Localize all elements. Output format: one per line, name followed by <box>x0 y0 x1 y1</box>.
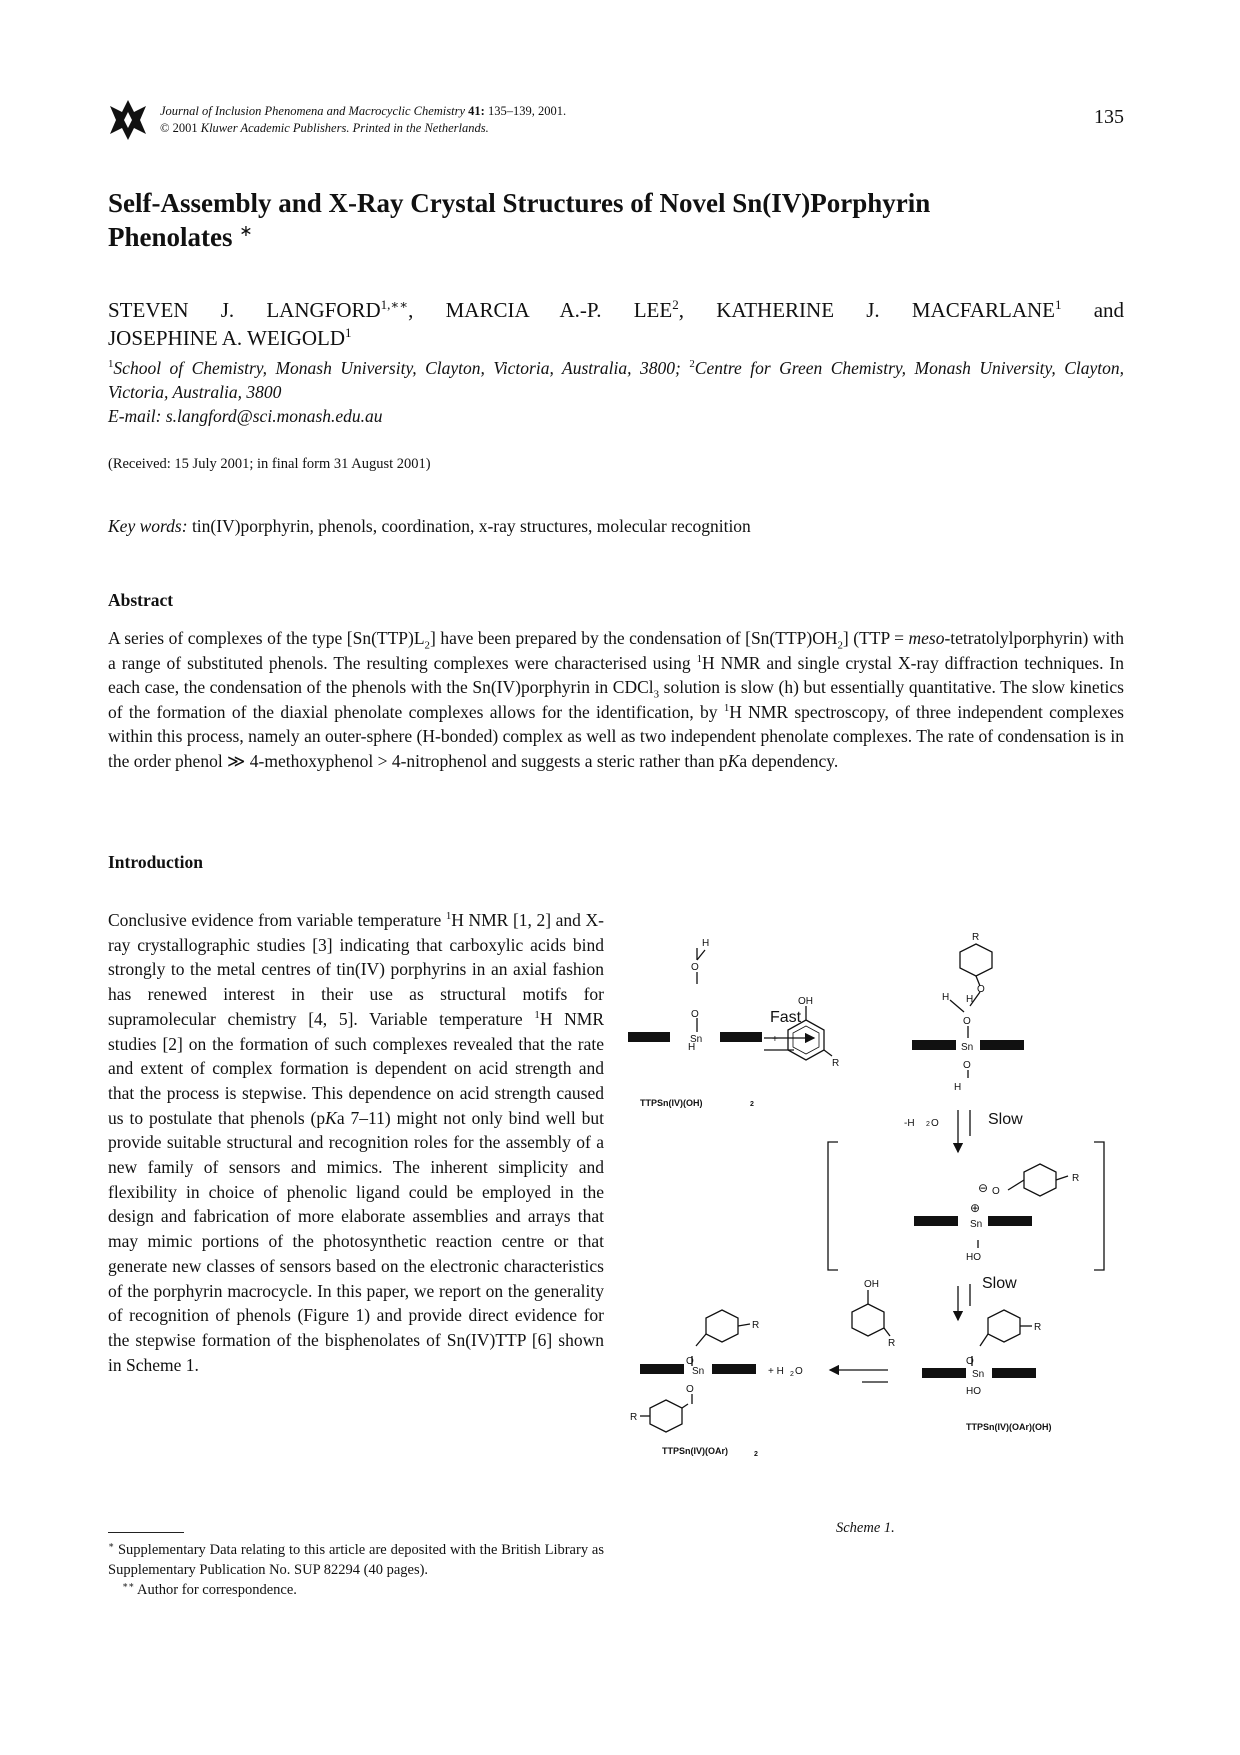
atom-label: Sn <box>961 1042 974 1053</box>
subscript: 2 <box>926 1121 930 1128</box>
publisher-logo-icon <box>108 98 148 142</box>
author-name: STEVEN J. LANGFORD <box>108 298 381 322</box>
atom-label: Sn <box>970 1219 983 1230</box>
superscript: 1 <box>723 701 730 714</box>
atom-label: O <box>963 1060 971 1071</box>
intro-text-part: Conclusive evidence from variable temperature <box>108 910 446 930</box>
journal-citation <box>160 104 566 119</box>
author-affiliation-mark: 2 <box>672 297 679 312</box>
author-affiliation-mark: 1,∗∗ <box>380 297 409 312</box>
abstract-text-part: H NMR and single crystal X-ray diffraction techniques. In each case, the condensation of the phenols with the Sn(IV)porphyrin in CDCl <box>108 652 1124 698</box>
keywords-text: tin(IV)porphyrin, phenols, coordination, x-ray structures, molecular recognition <box>191 516 751 536</box>
abstract-text-part: ] have been prepared by the condensation of [Sn(TTP)OH <box>429 628 838 648</box>
compound-label-end: TTPSn(IV)(OAr) <box>662 1446 728 1456</box>
affiliation-mark: 2 <box>689 358 695 371</box>
subscript: 3 <box>653 688 660 701</box>
atom-label: H <box>702 938 710 949</box>
affiliation-mark: 1 <box>108 358 114 371</box>
intro-italic: K <box>325 1107 337 1128</box>
subscript: 2 <box>754 1451 758 1458</box>
paper-title <box>108 186 1108 254</box>
negative-charge-icon: ⊖ <box>978 1181 989 1195</box>
superscript: 1 <box>445 910 452 923</box>
author-name: JOSEPHINE A. WEIGOLD <box>108 326 346 350</box>
positive-charge-icon: ⊕ <box>970 1201 981 1215</box>
atom-label: O <box>992 1186 1000 1197</box>
atom-label: O <box>686 1356 694 1367</box>
atom-label: H <box>954 1082 962 1093</box>
atom-label: H <box>688 1042 696 1053</box>
atom-label: HO <box>966 1386 981 1397</box>
keywords <box>108 516 751 537</box>
atom-label: O <box>686 1384 694 1395</box>
atom-label: O <box>691 1009 699 1020</box>
substituent-label: R <box>630 1412 638 1423</box>
copyright-year: © 2001 <box>160 121 198 135</box>
atom-label: Sn <box>690 1034 703 1045</box>
author-conjunction: and <box>1093 298 1125 322</box>
title-line-1: Self-Assembly and X-Ray Crystal Structures of Novel Sn(IV)Porphyrin <box>108 188 931 218</box>
abstract-text-part: -tetratolylporphyrin) with a range of substituted phenols. The resulting complexes were characterised using <box>108 628 1124 673</box>
affiliation-1: School of Chemistry, Monash University, Clayton, Victoria, Australia, 3800; <box>113 358 681 378</box>
atom-label: OH <box>864 1279 879 1290</box>
journal-volume: 41: <box>468 104 485 118</box>
intro-text-part: H NMR [1, 2] and X-ray crystallographic studies [3] indicating that carboxylic acids bind strongly to the metal centres of tin(IV) porphyrins in an axial fashion has renewed interest in their use as structural motifs for supramolecular chemistry [4, 5]. Variable temperature <box>108 910 604 1029</box>
footnote-text: Supplementary Data relating to this article are deposited with the British Library as Supplementary Publication No. SUP 82294 (40 pages). <box>108 1542 605 1578</box>
publisher-name: Kluwer Academic Publishers. <box>200 121 350 135</box>
water-loss-label: -H <box>904 1118 915 1129</box>
author-affiliation-mark: 1 <box>1054 297 1062 312</box>
page-number: 135 <box>1094 106 1124 128</box>
subscript: 2 <box>790 1371 794 1378</box>
title-line-2: Phenolates <box>108 222 233 252</box>
intro-text-part: a 7–11) might not only bind well but provide suitable structural and recognition roles for the assembly of a new family of sensors and mimics. The inherent simplicity and flexibility in choice of phenolic ligand could be employed in the design and fabrication of more elaborate assemblies and arrays that may mimic portions of the photosynthetic reaction centre or that generate new classes of sensors based on the electronic characteristics of the porphyrin macrocycle. In this paper, we report on the generality of recognition of phenols (Figure 1) and provide direct evidence for the stepwise formation of the bisphenolates of Sn(IV)TTP [6] shown in Scheme 1. <box>108 1107 604 1375</box>
author-name: MARCIA A.-P. LEE <box>445 298 673 322</box>
atom-label: O <box>963 1016 971 1027</box>
abstract-heading: Abstract <box>108 590 174 610</box>
substituent-label: R <box>1072 1173 1080 1184</box>
compound-label-start: TTPSn(IV)(OH) <box>640 1098 703 1108</box>
journal-pages: 135–139, 2001. <box>487 104 567 118</box>
abstract-text-part: A series of complexes of the type [Sn(TTP)L <box>108 628 425 648</box>
abstract-italic: meso <box>908 628 945 648</box>
author-list: STEVEN J. $LANGFORD^{1,∗∗}$, MARCIA A.-P. LEE$^2$, KATHERINE J. MACFARLANE$^1$ and <box>108 297 1125 322</box>
substituent-label: R <box>1034 1322 1042 1333</box>
atom-label: H <box>966 994 974 1005</box>
subscript: 2 <box>424 639 430 652</box>
keywords-label: Key words: <box>108 516 188 536</box>
subscript: 2 <box>837 639 843 652</box>
scheme-caption: Scheme 1. <box>836 1520 895 1536</box>
footnote-2 <box>108 1580 604 1600</box>
introduction-heading: Introduction <box>108 852 203 872</box>
author-name: KATHERINE J. MACFARLANE <box>716 298 1055 322</box>
substituent-label: R <box>888 1338 896 1349</box>
footnote-1 <box>108 1540 604 1580</box>
atom-label: O <box>966 1356 974 1367</box>
abstract-text-part: ] (TTP = <box>842 628 909 648</box>
water-loss-label: O <box>931 1118 939 1129</box>
atom-label: O <box>691 962 699 973</box>
slow-label-2: Slow <box>982 1275 1017 1292</box>
substituent-label: R <box>972 932 980 943</box>
affiliations <box>108 356 1124 428</box>
abstract-text-part: H NMR spectroscopy, of three independent complexes within this process, namely an outer-sphere (H-bonded) complex as well as two independent phenolate complexes. The rate of condensation is in the order phenol ≫ 4-methoxyphenol > 4-nitrophenol and suggests a steric rather than p <box>108 701 1124 771</box>
introduction-body <box>108 908 604 1377</box>
footnote-divider <box>108 1532 184 1533</box>
atom-label: H <box>942 992 950 1003</box>
title-footnote-marker: ∗ <box>239 223 253 240</box>
received-dates: (Received: 15 July 2001; in final form 31 August 2001) <box>108 456 431 472</box>
journal-copyright <box>160 121 489 136</box>
footnote-text: Author for correspondence. <box>137 1582 297 1598</box>
abstract-text-part: a dependency. <box>739 750 839 771</box>
journal-name: Journal of Inclusion Phenomena and Macrocyclic Chemistry <box>160 104 466 118</box>
atom-label: HO <box>966 1252 981 1263</box>
author-list-line-2 <box>108 324 352 352</box>
slow-label-1: Slow <box>988 1111 1023 1128</box>
atom-label: O <box>977 984 985 995</box>
plus-sign: + <box>772 1034 778 1045</box>
intro-text-part: H NMR studies [2] on the formation of such complexes revealed that the rate and extent of complex formation is dependent on acid strength and that the process is stepwise. This dependence on acid strength caused us to postulate that phenols (p <box>108 1008 604 1128</box>
atom-label: Sn <box>692 1366 705 1377</box>
contact-email: E-mail: s.langford@sci.monash.edu.au <box>108 406 383 426</box>
compound-label-mid: TTPSn(IV)(OAr)(OH) <box>966 1422 1052 1432</box>
abstract-body <box>108 626 1124 774</box>
atom-label: Sn <box>972 1369 985 1380</box>
superscript: 1 <box>534 1008 540 1021</box>
subscript: 2 <box>750 1101 754 1108</box>
water-gain-label: + H <box>768 1366 784 1377</box>
fast-label: Fast <box>770 1009 802 1026</box>
atom-label: OH <box>798 996 813 1007</box>
footnote-mark: ∗ <box>108 1540 115 1551</box>
footnote-mark: ∗∗ <box>122 1580 135 1591</box>
abstract-text-part: solution is slow (h) but essentially quantitative. The slow kinetics of the formation of the diaxial phenolate complexes allows for the identification, by <box>108 677 1124 722</box>
substituent-label: R <box>832 1058 840 1069</box>
scheme-1-diagram <box>630 900 1136 1520</box>
substituent-label: R <box>752 1320 760 1331</box>
water-gain-label: O <box>795 1366 803 1377</box>
abstract-italic: K <box>727 750 740 771</box>
printed-note: Printed in the Netherlands. <box>352 121 489 135</box>
footnotes <box>108 1540 604 1600</box>
author-affiliation-mark: 1 <box>345 325 352 340</box>
affiliation-2: Centre for Green Chemistry, Monash University, Clayton, Victoria, Australia, 3800 <box>108 358 1124 402</box>
superscript: 1 <box>696 652 702 665</box>
